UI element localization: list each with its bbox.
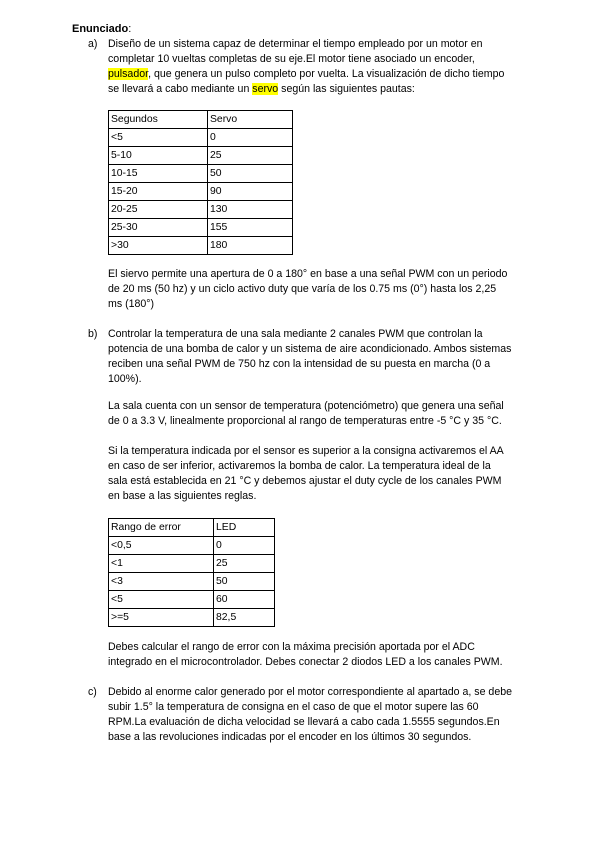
highlight-pulsador: pulsador <box>108 68 149 80</box>
item-b-paragraph-4: Debes calcular el rango de error con la máxima precisión aportada por el ADC integrado en el microcontrolador. Debes conectar 2 diodos LED a los canales PWM. <box>108 641 503 668</box>
table-cell: 25 <box>214 555 275 573</box>
heading-label: Enunciado <box>72 23 129 35</box>
table-cell: 20-25 <box>109 201 208 219</box>
table-header-cell: Servo <box>208 111 293 129</box>
item-c-paragraph-1: Debido al enorme calor generado por el motor correspondiente al apartado a, se debe subir 1.5° la temperatura de consigna en el caso de que el motor supere las 60 RPM.La evaluación de dicha velocidad se llevará a cabo cada 1.5555 segundos.En base a las revoluciones indicadas por el encoder en los últimos 30 segundos. <box>108 686 512 743</box>
table-header-cell: Rango de error <box>109 519 214 537</box>
servo-table <box>108 110 293 255</box>
table-header-row <box>109 111 293 129</box>
table-cell: 10-15 <box>109 165 208 183</box>
table-cell: 90 <box>208 183 293 201</box>
table-cell: 15-20 <box>109 183 208 201</box>
table-header-cell: LED <box>214 519 275 537</box>
table-row <box>109 555 275 573</box>
table-cell: 0 <box>214 537 275 555</box>
table-row <box>109 537 275 555</box>
table-row <box>109 147 293 165</box>
item-c-marker: c) <box>88 686 97 698</box>
table-cell: 60 <box>214 591 275 609</box>
table-row <box>109 165 293 183</box>
table-cell: <5 <box>109 591 214 609</box>
table-cell: 180 <box>208 237 293 255</box>
table-cell: 5-10 <box>109 147 208 165</box>
table-row <box>109 591 275 609</box>
table-cell: 25-30 <box>109 219 208 237</box>
table-cell: 50 <box>214 573 275 591</box>
table-cell: >=5 <box>109 609 214 627</box>
table-row <box>109 609 275 627</box>
table-header-row <box>109 519 275 537</box>
table-row <box>109 237 293 255</box>
table-row <box>109 201 293 219</box>
table-cell: 130 <box>208 201 293 219</box>
item-b-marker: b) <box>88 328 98 340</box>
table-cell: <5 <box>109 129 208 147</box>
table-header-cell: Segundos <box>109 111 208 129</box>
table-cell: 82,5 <box>214 609 275 627</box>
item-a-paragraph-2: El siervo permite una apertura de 0 a 180° en base a una señal PWM con un periodo de 20 ms (50 hz) y un ciclo activo duty que varía de los 0.75 ms (0°) hasta los 2,25 ms (180°) <box>108 268 508 310</box>
table-cell: 155 <box>208 219 293 237</box>
table-cell: <1 <box>109 555 214 573</box>
table-cell: <3 <box>109 573 214 591</box>
table-cell: <0,5 <box>109 537 214 555</box>
item-a-marker: a) <box>88 38 98 50</box>
item-a-paragraph-1: Diseño de un sistema capaz de determinar el tiempo empleado por un motor en completar 10 vueltas completas de su eje.El motor tiene asociado un encoder, pulsador, que genera un pulso completo por vuelta. La visualización de dicho tiempo se llevará a cabo mediante un servo según las siguientes pautas: <box>108 38 505 95</box>
table-cell: >30 <box>109 237 208 255</box>
heading: Enunciado: <box>72 23 132 35</box>
item-b-paragraph-2: La sala cuenta con un sensor de temperatura (potenciómetro) que genera una señal de 0 a 3.3 V, linealmente proporcional al rango de temperaturas entre -5 °C y 35 °C. <box>108 400 504 427</box>
table-row <box>109 183 293 201</box>
table-cell: 50 <box>208 165 293 183</box>
highlight-servo: servo <box>252 83 279 95</box>
table-row <box>109 129 293 147</box>
item-b-paragraph-3: Si la temperatura indicada por el sensor es superior a la consigna activaremos el AA en caso de ser inferior, activaremos la bomba de calor. La temperatura ideal de la sala está establecida en 21 °C y debemos ajustar el duty cycle de los canales PWM en base a las siguientes reglas. <box>108 445 504 502</box>
item-b-paragraph-1: Controlar la temperatura de una sala mediante 2 canales PWM que controlan la potencia de una bomba de calor y un sistema de aire acondicionado. Ambos sistemas reciben una señal PWM de 750 hz con la intensidad de su puesta en marcha (0 a 100%). <box>108 328 512 385</box>
table-cell: 25 <box>208 147 293 165</box>
table-cell: 0 <box>208 129 293 147</box>
table-row <box>109 219 293 237</box>
table-row <box>109 573 275 591</box>
led-table <box>108 518 275 627</box>
